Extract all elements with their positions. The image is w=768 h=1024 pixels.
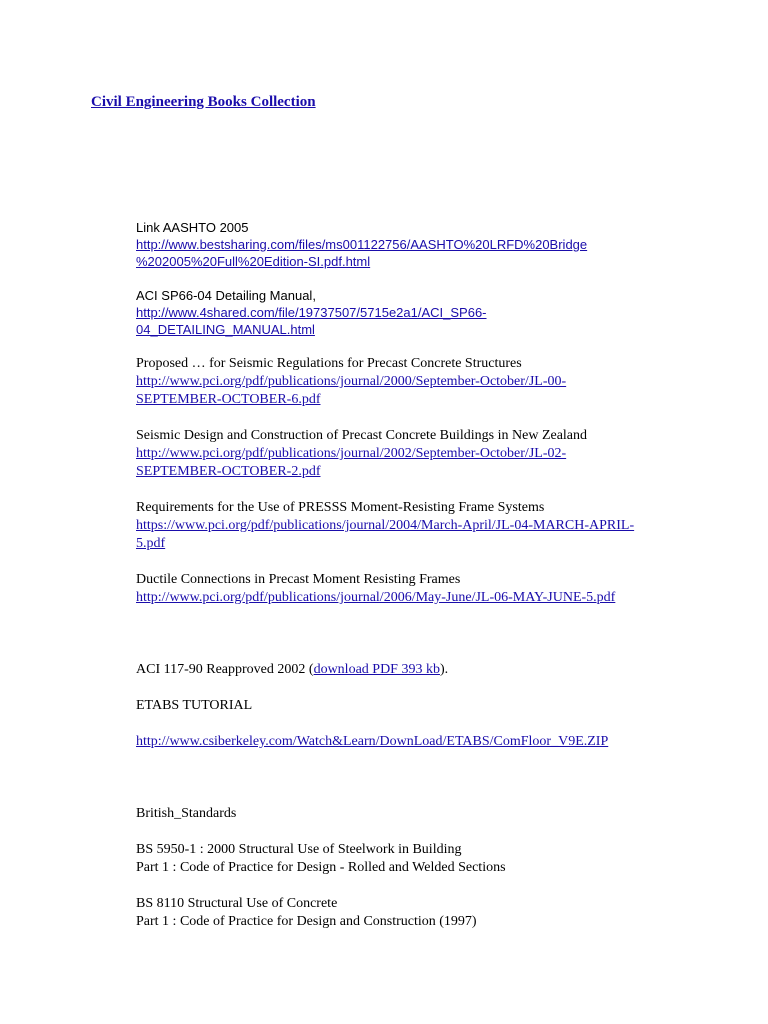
bs-5950-item: [136, 841, 736, 877]
entry-link-line-1: http://www.pci.org/pdf/publications/journal/2000/September-October/JL-00-: [136, 374, 567, 389]
entry-link-line-2: SEPTEMBER-OCTOBER-6.pdf: [136, 392, 321, 407]
page-title-link[interactable]: Civil Engineering Books Collection: [91, 94, 316, 110]
entry-presss-frame: [136, 499, 736, 553]
entry-link-line-2: SEPTEMBER-OCTOBER-2.pdf: [136, 464, 321, 479]
aci-117-line: [136, 661, 736, 679]
entry-label: Requirements for the Use of PRESSS Moment-Resisting Frame Systems: [136, 500, 545, 515]
entry-label: Seismic Design and Construction of Precast Concrete Buildings in New Zealand: [136, 428, 588, 443]
british-heading-text: British_Standards: [136, 806, 237, 821]
entry-link-line-1: http://www.pci.org/pdf/publications/journal/2002/September-October/JL-02-: [136, 446, 567, 461]
entry-link-line-2: %202005%20Full%20Edition-SI.pdf.html: [136, 254, 371, 269]
entry-label: Proposed … for Seismic Regulations for Precast Concrete Structures: [136, 356, 522, 371]
entry-link-line-1: http://www.4shared.com/file/19737507/5715e2a1/ACI_SP66-: [136, 305, 487, 320]
entry-label: ACI SP66-04 Detailing Manual,: [136, 288, 316, 303]
bs-8110-item: [136, 895, 736, 931]
etabs-heading: [136, 697, 736, 715]
entry-link-line-1: https://www.pci.org/pdf/publications/journal/2004/March-April/JL-04-MARCH-APRIL-: [136, 518, 635, 533]
etabs-link[interactable]: http://www.csiberkeley.com/Watch&Learn/DownLoad/ETABS/ComFloor_V9E.ZIP: [136, 734, 609, 749]
etabs-heading-text: ETABS TUTORIAL: [136, 698, 253, 713]
entry-link-line-1: http://www.bestsharing.com/files/ms001122756/AASHTO%20LRFD%20Bridge: [136, 237, 588, 252]
entry-link[interactable]: [136, 589, 736, 607]
entry-link[interactable]: [136, 304, 736, 338]
entry-seismic-regulations: [136, 355, 736, 409]
entry-link[interactable]: [136, 445, 736, 481]
entry-link[interactable]: [136, 373, 736, 409]
download-pdf-link[interactable]: download PDF 393 kb: [313, 662, 440, 677]
entry-link-line-1: http://www.pci.org/pdf/publications/journal/2006/May-June/JL-06-MAY-JUNE-5.pdf: [136, 590, 616, 605]
entry-link-line-2: 04_DETAILING_MANUAL.html: [136, 322, 315, 337]
bs-item-part: Part 1 : Code of Practice for Design - Rolled and Welded Sections: [136, 860, 506, 875]
aci-prefix: ACI 117-90 Reapproved 2002 (: [136, 662, 314, 677]
entry-aci-sp66: [136, 287, 736, 338]
entry-ductile-connections: [136, 571, 736, 607]
bs-item-title: BS 5950-1 : 2000 Structural Use of Steelwork in Building: [136, 842, 462, 857]
entry-link[interactable]: [136, 236, 736, 270]
entry-label: Link AASHTO 2005: [136, 220, 249, 235]
entry-aashto: [136, 219, 736, 270]
aci-suffix: ).: [439, 662, 449, 677]
bs-item-part: Part 1 : Code of Practice for Design and Construction (1997): [136, 914, 477, 929]
british-standards-heading: [136, 805, 736, 823]
etabs-link-row: [136, 733, 736, 751]
entry-seismic-design-nz: [136, 427, 736, 481]
bs-item-title: BS 8110 Structural Use of Concrete: [136, 896, 338, 911]
entry-link-line-2: 5.pdf: [136, 536, 166, 551]
entry-label: Ductile Connections in Precast Moment Resisting Frames: [136, 572, 461, 587]
entry-link[interactable]: [136, 517, 736, 553]
